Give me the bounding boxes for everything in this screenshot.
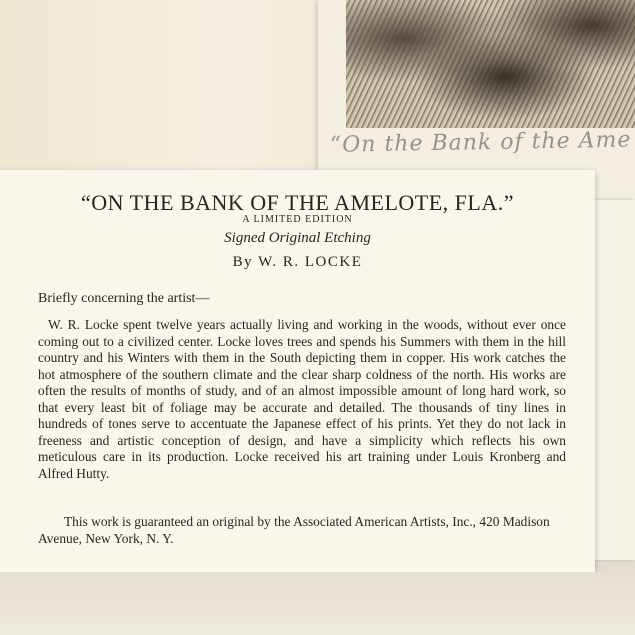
backing-paper (592, 200, 635, 560)
artist-byline: By W. R. LOCKE (232, 254, 363, 270)
edition-label: A LIMITED EDITION (242, 214, 353, 225)
intro-heading: Briefly concerning the artist— (38, 291, 210, 306)
description-card (0, 170, 595, 572)
table-surface (0, 572, 635, 635)
artist-biography: W. R. Locke spent twelve years actually living and working in the woods, without ever once coming out to a civilized center. Locke loves trees and spends his Summers with them in the hill country and his Winters with them in the South depicting them in copper. His work catches the hot atmosphere of the southern climate and the clear sharp coldness of the north. His works are often the results of months of study, and of an almost impossible amount of long hard work, so that every least bit of foliage may be accurate and detailed. The thousands of tiny lines in hundreds of tones serve to accentuate the Japanese effect of his prints. Yet they do not lack in freeness and artistic conception of design, and have a simplicity which reflects his own meticulous care in its production. Locke received his art training under Louis Kronberg and Alfred Hutty. (38, 317, 566, 481)
etching-print-image (346, 0, 635, 128)
guarantee-statement: This work is guaranteed an original by the Associated American Artists, Inc., 420 Madison Avenue, New York, N. Y. (38, 514, 550, 546)
mat-board-left (0, 0, 330, 170)
card-subtitle: Signed Original Etching (224, 230, 371, 246)
card-title: “ON THE BANK OF THE AMELOTE, FLA.” (81, 190, 514, 215)
pencil-inscription: “On the Bank of the Ame (329, 127, 632, 158)
